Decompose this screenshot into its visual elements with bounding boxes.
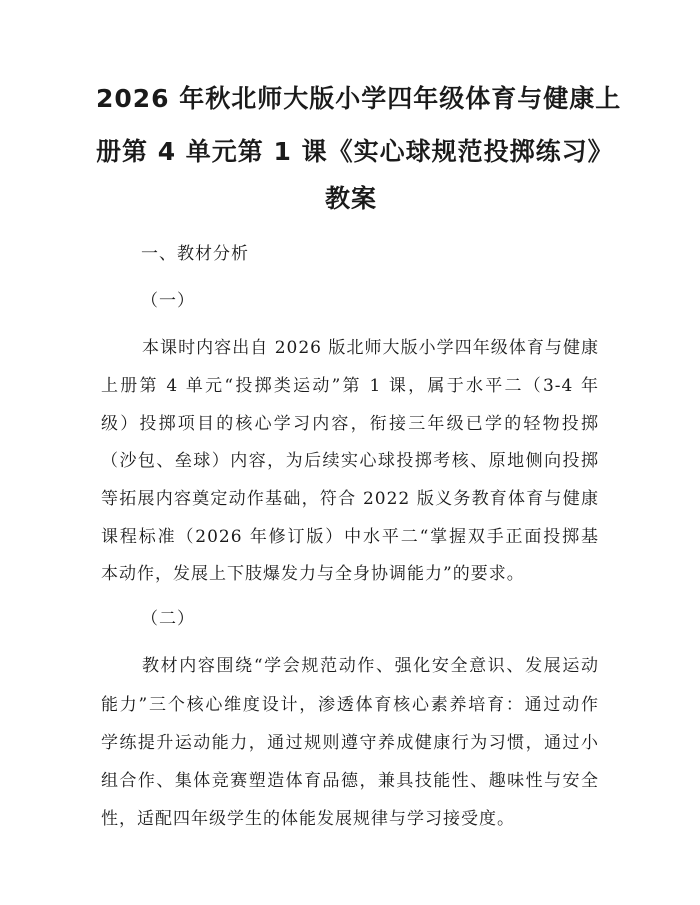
paragraph-1-line-6: 课程标准（2026 年修订版）中水平二“掌握双手正面投掷基	[101, 527, 599, 547]
paragraph-1-line-1: 本课时内容出自 2026 版北师大版小学四年级体育与健康	[142, 338, 599, 358]
paragraph-2-line-4: 组合作、集体竞赛塑造体育品德，兼具技能性、趣味性与安全	[101, 771, 599, 791]
document-title-line-1: 2026 年秋北师大版小学四年级体育与健康上	[96, 84, 622, 113]
section-heading: 一、教材分析	[141, 244, 249, 264]
paragraph-2-line-2: 能力”三个核心维度设计，渗透体育核心素养培育：通过动作	[101, 695, 599, 715]
subsection-label-2: （二）	[141, 609, 195, 629]
paragraph-1-line-5: 等拓展内容奠定动作基础，符合 2022 版义务教育体育与健康	[101, 489, 599, 509]
subsection-label-1: （一）	[141, 291, 195, 311]
paragraph-1-line-2: 上册第 4 单元“投掷类运动”第 1 课，属于水平二（3-4 年	[101, 376, 599, 396]
document-title-line-2: 册第 4 单元第 1 课《实心球规范投掷练习》	[96, 137, 614, 166]
paragraph-2-line-1: 教材内容围绕“学会规范动作、强化安全意识、发展运动	[142, 656, 599, 676]
paragraph-1-line-3: 级）投掷项目的核心学习内容，衔接三年级已学的轻物投掷	[101, 414, 599, 434]
paragraph-2-line-3: 学练提升运动能力，通过规则遵守养成健康行为习惯，通过小	[101, 733, 599, 753]
paragraph-1-line-4: （沙包、垒球）内容，为后续实心球投掷考核、原地侧向投掷	[101, 451, 599, 471]
document-title-line-3: 教案	[324, 184, 377, 213]
paragraph-2-line-5: 性，适配四年级学生的体能发展规律与学习接受度。	[101, 809, 515, 829]
paragraph-1-line-7: 本动作，发展上下肢爆发力与全身协调能力”的要求。	[101, 564, 525, 584]
